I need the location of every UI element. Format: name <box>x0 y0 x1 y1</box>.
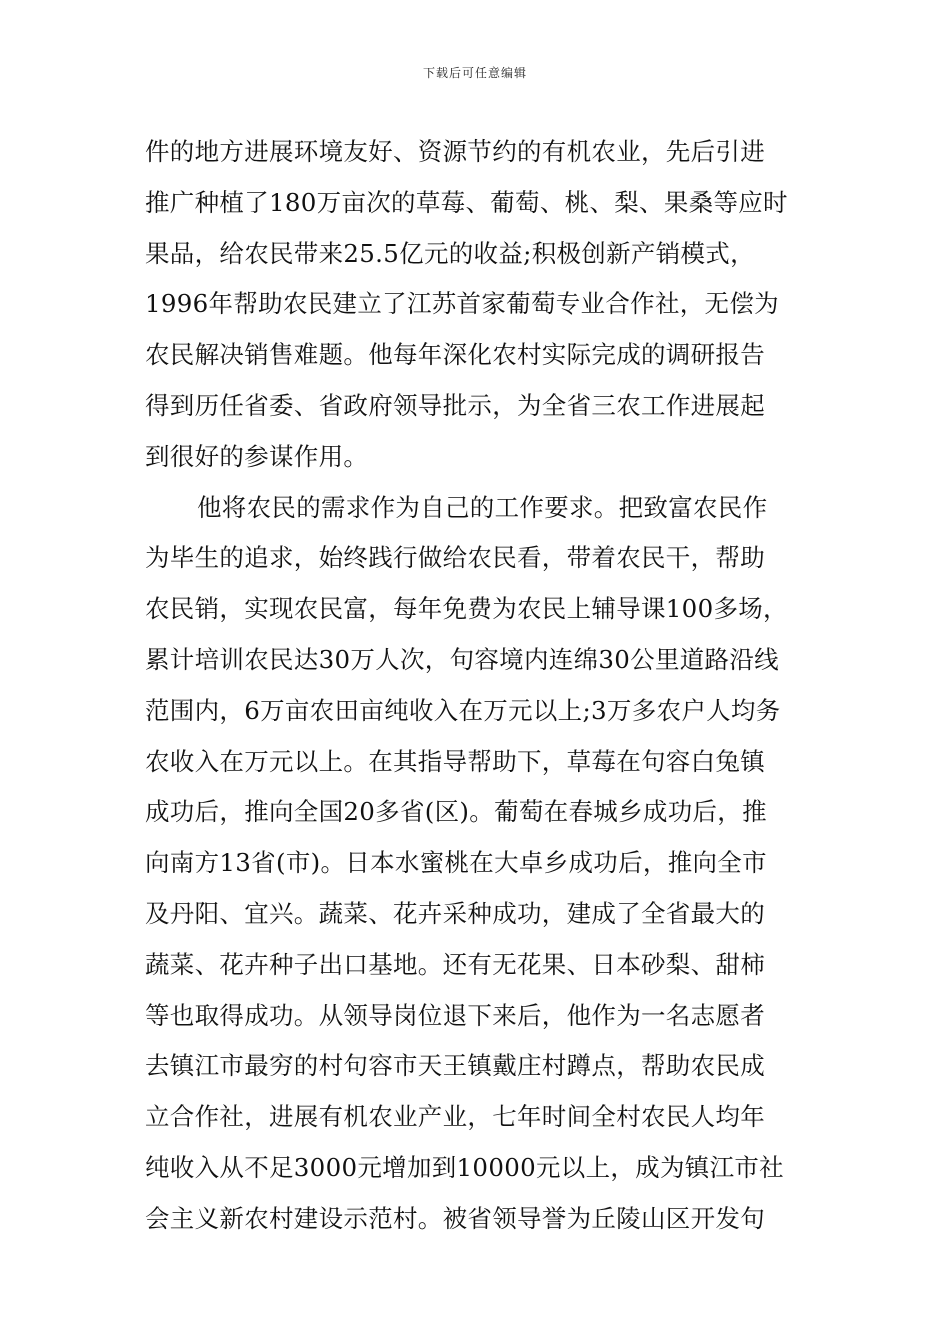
text-line: 累计培训农民达30万人次，句容境内连绵30公里道路沿线 <box>145 644 779 674</box>
paragraph-start-line: 他将农民的需求作为自己的工作要求。把致富农民作 <box>197 492 768 522</box>
text-line: 1996年帮助农民建立了江苏首家葡萄专业合作社，无偿为 <box>145 289 779 319</box>
text-line: 蔬菜、花卉种子出口基地。还有无花果、日本砂梨、甜柿 <box>145 949 765 979</box>
text-line: 范围内，6万亩农田亩纯收入在万元以上;3万多农户人均务 <box>145 695 781 725</box>
text-line: 件的地方进展环境友好、资源节约的有机农业，先后引进 <box>145 137 765 166</box>
text-line: 去镇江市最穷的村句容市天王镇戴庄村蹲点，帮助农民成 <box>145 1051 765 1081</box>
text-line: 农民销，实现农民富，每年免费为农民上辅导课100多场， <box>145 594 788 624</box>
text-line: 立合作社，进展有机农业产业，七年时间全村农民人均年 <box>145 1102 765 1132</box>
document-body <box>145 127 825 1245</box>
text-line: 得到历任省委、省政府领导批示，为全省三农工作进展起 <box>145 390 765 420</box>
text-line: 果品，给农民带来25.5亿元的收益;积极创新产销模式， <box>145 238 755 268</box>
text-line: 会主义新农村建设示范村。被省领导誉为丘陵山区开发句 <box>145 1203 765 1233</box>
page-header: 下载后可任意编辑 <box>422 66 527 80</box>
text-line: 纯收入从不足3000元增加到10000元以上，成为镇江市社 <box>145 1152 784 1182</box>
text-line: 向南方13省(市)。日本水蜜桃在大卓乡成功后，推向全市 <box>145 848 767 878</box>
text-line: 等也取得成功。从领导岗位退下来后，他作为一名志愿者 <box>145 1000 765 1030</box>
text-line: 成功后，推向全国20多省(区)。葡萄在春城乡成功后，推 <box>145 797 767 827</box>
text-line: 及丹阳、宜兴。蔬菜、花卉采种成功，建成了全省最大的 <box>145 898 765 928</box>
text-line: 推广种植了180万亩次的草莓、葡萄、桃、梨、果桑等应时 <box>145 187 788 217</box>
text-line: 为毕生的追求，始终践行做给农民看，带着农民干，帮助 <box>145 543 765 573</box>
text-line: 农民解决销售难题。他每年深化农村实际完成的调研报告 <box>145 340 765 370</box>
text-line: 到很好的参谋作用。 <box>145 441 369 471</box>
text-line: 农收入在万元以上。在其指导帮助下，草莓在句容白兔镇 <box>145 746 765 776</box>
